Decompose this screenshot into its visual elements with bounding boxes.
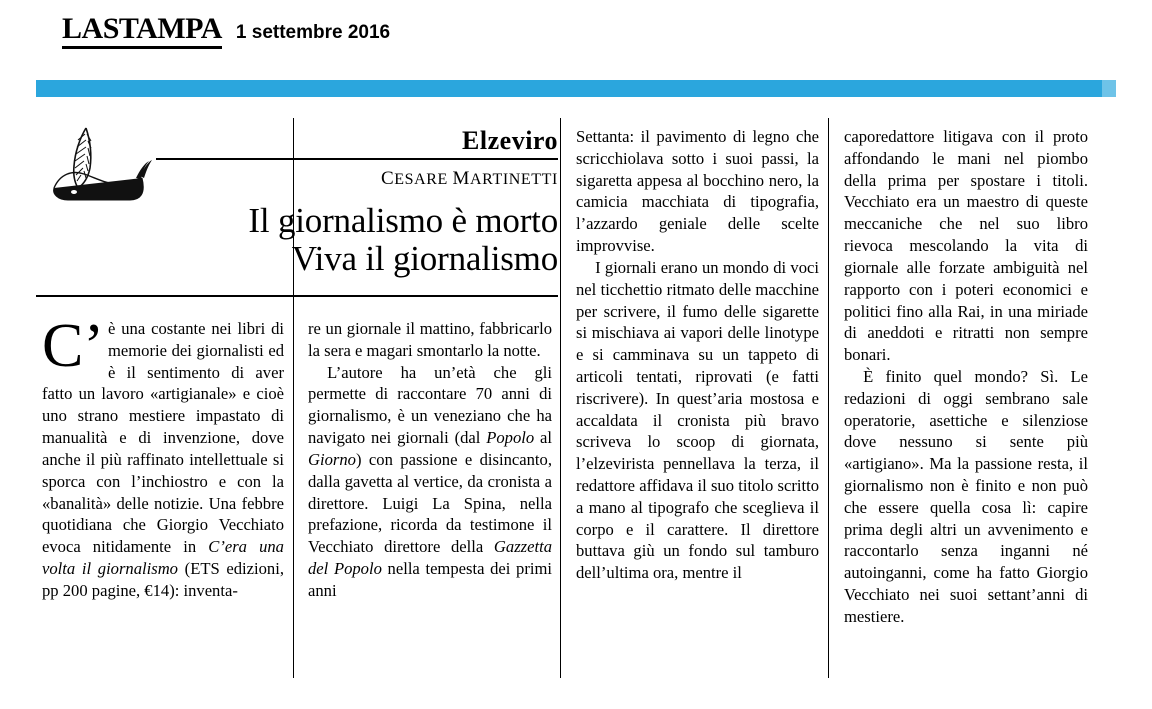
article-column-2 bbox=[308, 318, 552, 602]
article-byline bbox=[381, 168, 558, 190]
column-rule-3 bbox=[828, 118, 829, 678]
paragraph: Settanta: il pavimento di legno che scricchiolava sotto i suoi passi, la sigaretta appesa al bocchino nero, la camicia macchiata di tipografia, l’azzardo geniale delle scelte improvvise. bbox=[576, 127, 819, 256]
byline-lastname: ARTINETTI bbox=[470, 171, 558, 188]
masthead-date: 1 settembre 2016 bbox=[235, 22, 391, 43]
col2-italic-2: Giorno bbox=[308, 449, 356, 469]
masthead-logo-part2: STAMPA bbox=[102, 12, 222, 45]
paragraph bbox=[42, 312, 284, 602]
quill-ornament-icon bbox=[44, 126, 154, 206]
column-rule-2 bbox=[560, 118, 561, 678]
col1-italic-title: C’era una volta il giornalismo bbox=[42, 537, 284, 578]
article-kicker: Elzeviro bbox=[462, 126, 558, 155]
article-header bbox=[36, 118, 558, 298]
paragraph: re un giornale il mattino, fabbricarlo la sera e magari smontarlo la notte. bbox=[308, 319, 552, 360]
byline-initial-1: C bbox=[380, 168, 395, 189]
paragraph: caporedattore litigava con il proto affondando le mani nel piombo della prima per spostare i titoli. Vecchiato era un maestro di queste meccaniche che nel suo libro rievoca mescolando la vita di giornale alle forzate ambiguità nel rapporto con i poteri economici e politici fino alla Rai, in una miriade di aneddoti e ritratti non sempre bonari. bbox=[844, 127, 1088, 365]
article-column-4 bbox=[844, 126, 1088, 628]
masthead-logo-part1: LA bbox=[62, 12, 103, 45]
masthead-logo bbox=[62, 14, 222, 49]
col2-text-c: ) con passione e disincanto, dalla gavetta al vertice, da cronista a direttore. Luigi La Spina, nella prefazione, ricorda da testimone il Vecchiato direttore della bbox=[308, 449, 552, 557]
article-column-1 bbox=[42, 312, 284, 602]
masthead bbox=[62, 14, 390, 49]
article-column-3 bbox=[576, 126, 819, 584]
col2-text-d: nella tempesta dei primi anni bbox=[308, 558, 552, 600]
col2-italic-1: Popolo bbox=[486, 428, 535, 448]
headline-line-2: Viva il giornalismo bbox=[291, 238, 558, 278]
col1-text-a: è una costante nei libri di memorie dei giornalisti ed è il sentimento di aver fatto un lavoro «artigianale» e cioè uno strano mestiere impastato di manualità e di invenzione, dove anche il più raffinato intellettuale si sporca con l’inchiostro e con la «banalità» delle notizie. Una febbre quotidiana che Giorgio Vecchiato evoca nitidamente in bbox=[42, 319, 284, 557]
header-rule-top bbox=[156, 158, 558, 160]
header-rule-bottom bbox=[36, 295, 558, 297]
headline-line-1: Il giornalismo è morto bbox=[248, 201, 558, 240]
col2-text-a: L’autore ha un’età che gli permette di raccontare 70 anni di giornalismo, è un veneziano che ha navigato nei giornali (dal bbox=[308, 362, 552, 448]
paragraph: È finito quel mondo? Sì. Le redazioni di oggi sembrano sale operatorie, asettiche e silenziose dove nessuno si sente più «artigiano». Ma la passione resta, il giornalismo non è finito e non può che essere quella cosa lì: capire prima degli altri un avvenimento e raccontarlo senza inganni né autoinganni, come ha fatto Giorgio Vecchiato nei suoi settant’anni di mestiere. bbox=[844, 366, 1088, 626]
byline-initial-2: M bbox=[452, 168, 471, 189]
blue-divider-bar-tail bbox=[1102, 80, 1116, 97]
paragraph: I giornali erano un mondo di voci nel ticchettio ritmato delle macchine per scrivere, il fumo delle sigarette si mischiava ai vapori delle linotype e si camminava su un tappeto di articoli tentati, riprovati (e fatti riscrivere). In quest’aria mostosa e accaldata il cronista più bravo scriveva lo scoop di giornata, l’elzevirista pennellava la terza, il redattore affidava il suo titolo scritto a mano al tipografo che sceglieva il corpo e il carattere. Il direttore buttava giù un fondo sul tamburo dell’ultima ora, mentre il bbox=[576, 257, 819, 583]
drop-cap: C’ bbox=[42, 312, 104, 380]
paragraph bbox=[308, 362, 552, 602]
article-headline bbox=[36, 202, 558, 278]
col2-text-b: al bbox=[534, 428, 552, 448]
byline-firstname: ESARE bbox=[394, 171, 453, 188]
col2-italic-3: Gazzetta del Popolo bbox=[308, 537, 552, 578]
blue-divider-bar bbox=[36, 80, 1102, 97]
col1-text-b: (ETS edizioni, pp 200 pagine, €14): inventa- bbox=[42, 558, 284, 600]
